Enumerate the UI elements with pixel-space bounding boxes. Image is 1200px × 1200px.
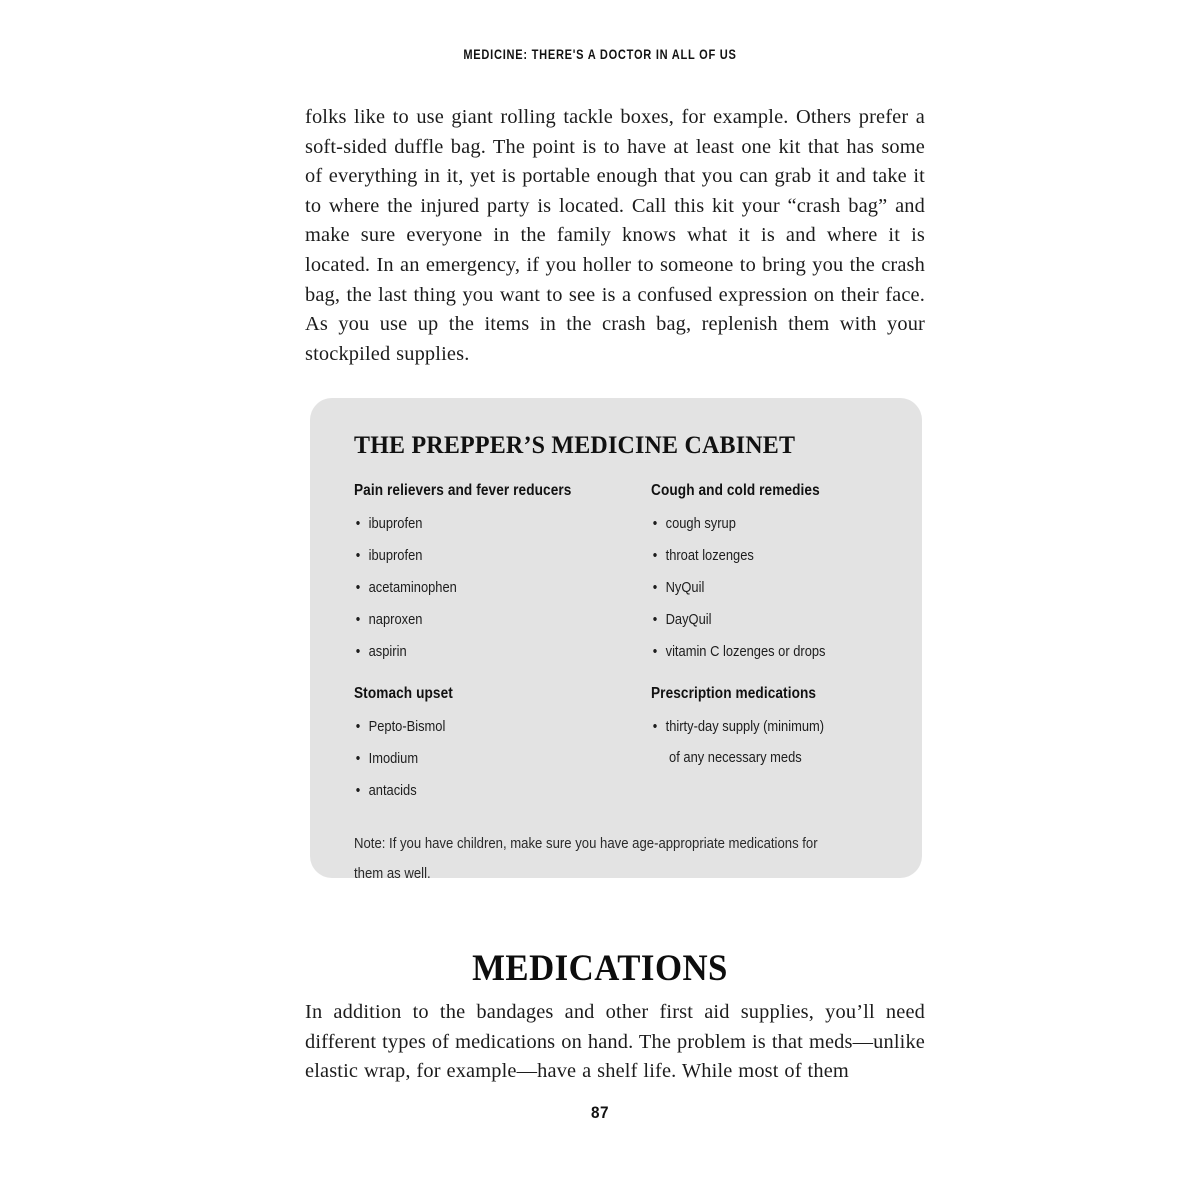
list-item: • naproxen	[354, 604, 567, 636]
item-list	[651, 711, 882, 772]
group-stomach-upset	[354, 685, 601, 807]
list-item: • throat lozenges	[651, 540, 850, 572]
list-item: • cough syrup	[651, 508, 850, 540]
list-item	[651, 711, 850, 772]
list-item: • ibuprofen	[354, 540, 567, 572]
prepper-medicine-cabinet-box	[310, 398, 922, 882]
item-list	[354, 508, 601, 668]
item-list	[651, 508, 882, 668]
group-heading: Cough and cold remedies	[651, 482, 820, 499]
list-item: • aspirin	[354, 636, 567, 668]
intro-paragraph: folks like to use giant rolling tackle boxes, for example. Others prefer a soft-sided duffle bag. The point is to have at least one kit that has some of everything in it, yet is portable enough that you can grab it and take it to where the injured party is located. Call this kit your “crash bag” and make sure everyone in the family knows what it is and where it is located. In an emergency, if you holler to someone to bring you the crash bag, the last thing you want to see is a confused expression on their face. As you use up the items in the crash bag, replenish them with your stockpiled supplies.	[305, 106, 925, 365]
sidebar-note: Note: If you have children, make sure you have age-appropriate medications for them as well.	[354, 836, 818, 882]
list-item: • NyQuil	[651, 572, 850, 604]
group-prescription-medications	[651, 685, 882, 772]
list-item: • Imodium	[354, 743, 567, 775]
running-head: MEDICINE: THERE'S A DOCTOR IN ALL OF US	[463, 47, 737, 62]
intro-paragraph-block	[305, 103, 925, 369]
group-heading: Prescription medications	[651, 685, 817, 702]
list-item-continuation: of any necessary meds	[669, 749, 802, 766]
list-item: • antacids	[354, 775, 567, 807]
group-pain-relievers	[354, 482, 601, 668]
section-heading-medications: MEDICATIONS	[472, 948, 728, 989]
cabinet-column-right	[651, 482, 882, 807]
list-item-text: thirty-day supply (minimum)	[665, 718, 825, 735]
sidebar-title: THE PREPPER’S MEDICINE CABINET	[354, 432, 796, 459]
list-item: • Pepto-Bismol	[354, 711, 567, 743]
group-cough-and-cold	[651, 482, 882, 668]
group-heading: Stomach upset	[354, 685, 453, 702]
cabinet-columns	[354, 482, 882, 807]
list-item: • DayQuil	[651, 604, 850, 636]
item-list	[354, 711, 601, 807]
cabinet-column-left	[354, 482, 601, 807]
group-heading: Pain relievers and fever reducers	[354, 482, 572, 499]
list-item: • vitamin C lozenges or drops	[651, 636, 850, 668]
list-item: • ibuprofen	[354, 508, 567, 540]
medications-paragraph: In addition to the bandages and other first aid supplies, you’ll need different types of medications on hand. The problem is that meds—unlike elastic wrap, for example—have a shelf life. While most of them	[305, 1001, 925, 1083]
page-number: 87	[591, 1103, 609, 1122]
medications-paragraph-block	[305, 998, 925, 1087]
list-item: • acetaminophen	[354, 572, 567, 604]
